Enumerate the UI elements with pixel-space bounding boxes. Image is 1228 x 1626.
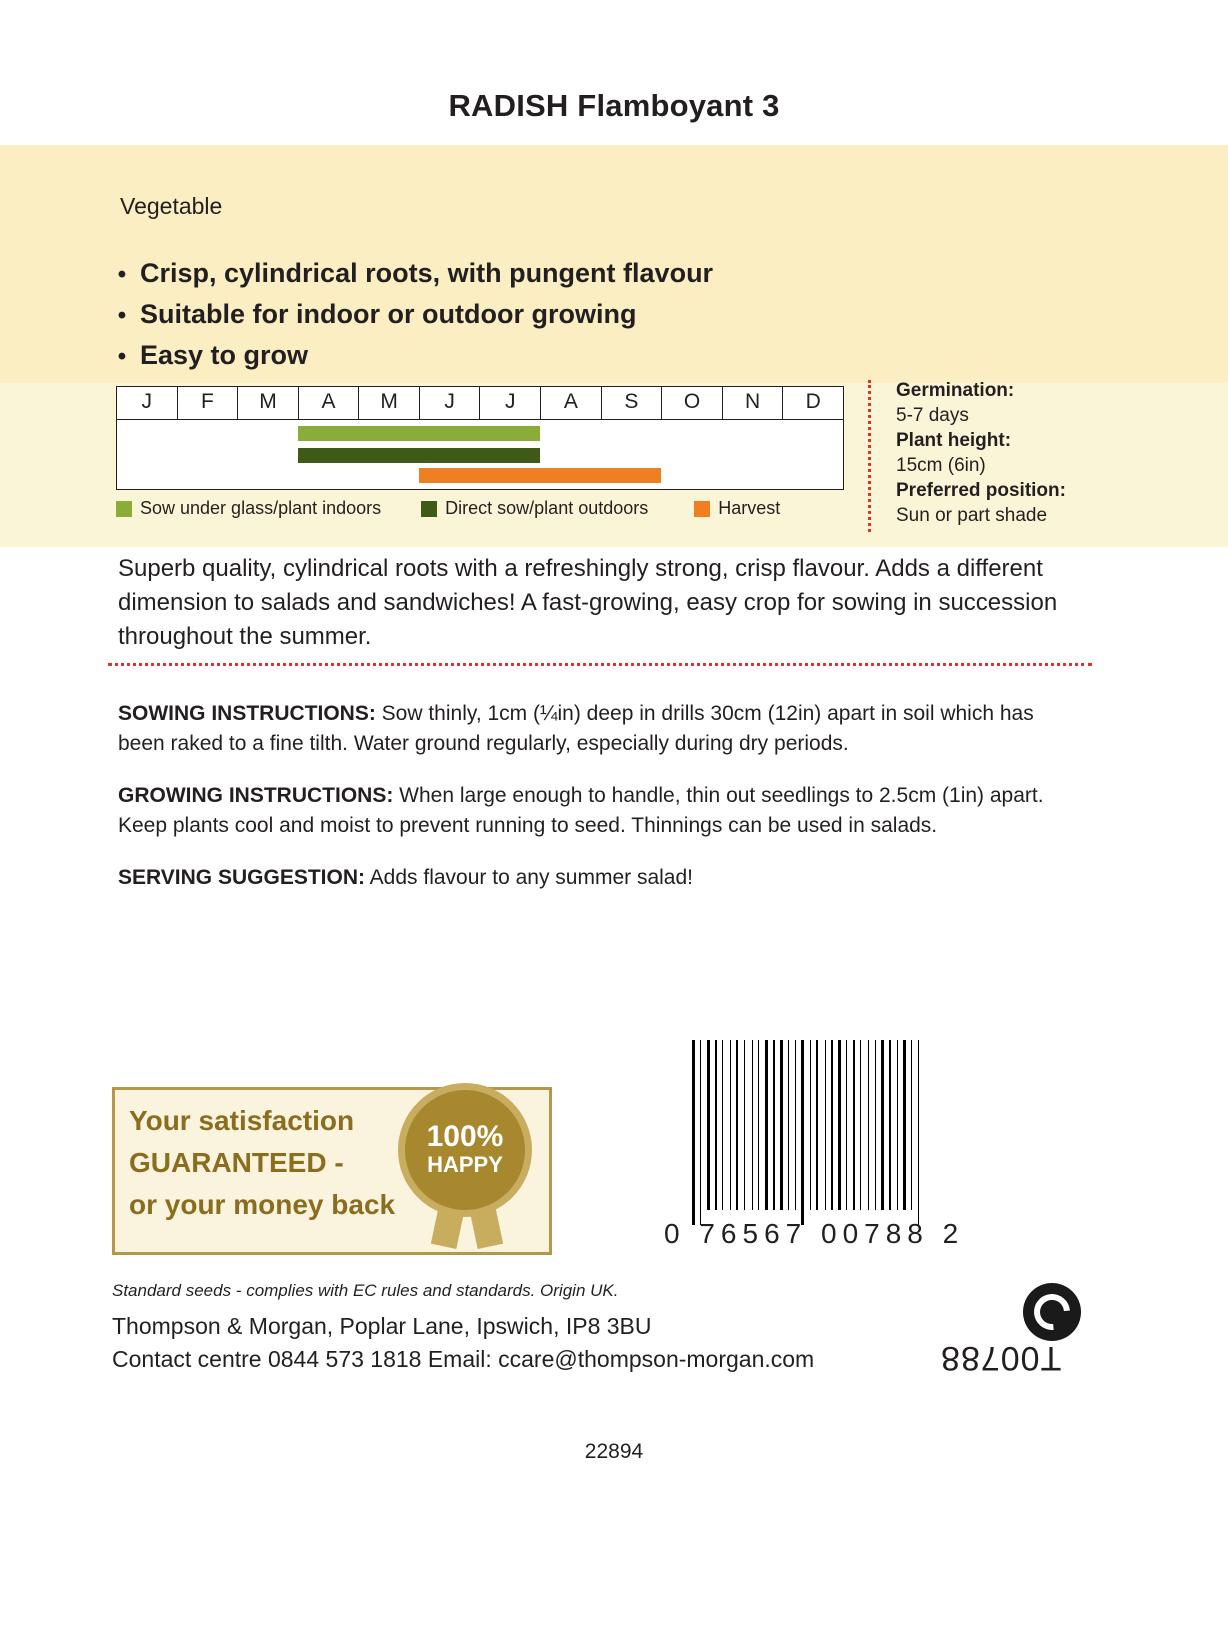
guarantee-line-1: Your satisfaction [129,1105,355,1136]
barcode-bar [801,1040,804,1225]
plant-height-label: Plant height: [896,430,1012,451]
vertical-divider [868,380,871,532]
barcode-bar [921,1040,924,1225]
preferred-position-label: Preferred position: [896,480,1066,501]
barcode-bar [761,1040,763,1210]
recycle-icon [1023,1283,1085,1345]
barcode-bar [752,1040,753,1210]
barcode-bar [853,1040,855,1210]
growing-instructions-body: When large enough to handle, thin out seedlings to 2.5cm (1in) apart. Keep plants cool and moist to prevent running to seed. Thinnings can be used in salads. [118,784,1044,837]
barcode-bar [846,1040,847,1210]
calendar-bar-direct-sow-outdoors [298,448,540,463]
barcode-bar [893,1040,895,1210]
barcode-bar [838,1040,841,1210]
barcode-bar [868,1040,869,1210]
legend-item-sow-indoors [116,498,381,519]
barcode-bar [798,1040,799,1210]
list-item [104,299,1004,330]
barcode-bar [843,1040,844,1210]
barcode-bar [725,1040,728,1210]
bullet-icon: • [117,343,127,370]
barcode-bar [780,1040,783,1210]
calendar-month: S [602,387,663,419]
bullet-icon: • [117,302,127,329]
calendar-month: F [178,387,239,419]
barcode-bar [788,1040,789,1210]
barcode-bar [740,1040,742,1210]
barcode-bar [863,1040,866,1210]
address-line-1: Thompson & Morgan, Poplar Lane, Ipswich, IP8 3BU [112,1313,652,1339]
barcode-bar [730,1040,731,1210]
product-code: T00788 [940,1339,1062,1377]
barcode-bar [733,1040,734,1210]
bullet-text: Easy to grow [140,340,309,370]
address-line-2: Contact centre 0844 573 1818 Email: ccare@thompson-morgan.com [112,1346,815,1372]
category-label: Vegetable [120,193,223,219]
calendar-month-header [117,387,843,420]
barcode-bar [703,1040,705,1210]
barcode-bar [871,1040,873,1210]
growing-instructions-heading: GROWING INSTRUCTIONS: [118,784,394,807]
barcode-bar [810,1040,811,1210]
barcode-bar [857,1040,858,1210]
germination-value: 5-7 days [896,405,969,426]
growing-instructions [118,781,1058,841]
barcode-bar [715,1040,717,1210]
barcode-bar [889,1040,891,1210]
serving-suggestion [118,863,1058,893]
barcode-bar [878,1040,879,1210]
rosette-percent: 100% [426,1120,504,1153]
barcode-bar [820,1040,823,1210]
list-item [104,258,1004,289]
sowing-instructions-body: Sow thinly, 1cm (¼in) deep in drills 30cm (12in) apart in soil which has been raked to a fine tilth. Water ground regularly, especially during dry periods. [118,702,1034,755]
barcode-bar [825,1040,826,1210]
preferred-position-value: Sun or part shade [896,505,1048,526]
legend-label: Harvest [718,498,781,518]
calendar-legend [116,498,846,519]
legend-swatch-icon [421,501,437,517]
sowing-instructions [118,699,1058,759]
page-title: RADISH Flamboyant 3 [448,88,780,123]
barcode-bar [795,1040,796,1210]
sowing-instructions-heading: SOWING INSTRUCTIONS: [118,702,376,725]
barcode-bar [722,1040,723,1210]
barcode-bar [712,1040,713,1210]
legend-label: Sow under glass/plant indoors [140,498,382,518]
barcode-bar [806,1040,808,1225]
company-address [112,1310,814,1376]
calendar-month: D [805,390,821,413]
calendar-bar-harvest [419,468,661,483]
calendar-month: N [723,387,784,419]
barcode-bar [791,1040,793,1210]
barcode-bar [816,1040,818,1210]
serving-suggestion-body: Adds flavour to any summer salad! [365,866,693,889]
barcode-bar [881,1040,884,1210]
calendar-month: A [541,387,602,419]
barcode-bar [875,1040,876,1210]
packet-number: 22894 [584,1440,644,1463]
barcode-bar [758,1040,759,1210]
barcode-bar [911,1040,912,1210]
plant-height-value: 15cm (6in) [896,455,986,476]
barcode-digits: 0 76567 00788 2 [664,1218,965,1249]
legend-swatch-icon [694,501,710,517]
calendar-month: M [359,387,420,419]
barcode-bar [886,1040,887,1210]
barcode-bar [700,1040,701,1225]
barcode-bar [755,1040,756,1210]
guarantee-line-2: GUARANTEED - [129,1147,344,1178]
product-description: Superb quality, cylindrical roots with a refreshingly strong, crisp flavour. Adds a different dimension to salads and sandwiches! A fast-growing, easy crop for sowing in succession throughout the summer. [118,555,1058,650]
calendar-month: J [420,387,481,419]
list-item [104,340,1004,371]
bullet-text: Crisp, cylindrical roots, with pungent flavour [140,258,714,288]
rosette-happy: HAPPY [427,1152,503,1177]
calendar-bars [117,420,843,489]
legend-swatch-icon [116,501,132,517]
legend-item-direct-sow [421,498,648,519]
calendar-month: J [117,387,178,419]
barcode-bar [828,1040,829,1210]
barcode-bars [692,1040,1012,1225]
barcode-bar [849,1040,851,1210]
barcode-bar [744,1040,745,1210]
legend-item-harvest [694,498,780,519]
barcode [664,1040,1012,1249]
barcode-bar [908,1040,909,1210]
feature-bullets [104,258,1004,381]
guarantee-rosette-icon [405,1090,545,1250]
barcode-bar [831,1040,833,1210]
barcode-bar [692,1040,695,1225]
recycle-arrow [1027,1287,1078,1338]
calendar-month: O [662,387,723,419]
calendar-month: J [480,387,541,419]
recycle-circle [1023,1283,1081,1341]
guarantee-text [129,1100,439,1226]
barcode-bar [914,1040,916,1210]
calendar-bar-sow-under-glass [298,426,540,441]
barcode-bar [813,1040,814,1210]
horizontal-divider [108,663,1092,666]
barcode-bar [785,1040,786,1210]
barcode-bar [765,1040,768,1210]
barcode-bar [697,1040,698,1225]
calendar-month: A [299,387,360,419]
serving-suggestion-heading: SERVING SUGGESTION: [118,866,365,889]
barcode-bar [860,1040,861,1210]
growing-info [896,378,1196,528]
barcode-bar [918,1040,919,1225]
barcode-bar [770,1040,771,1210]
barcode-bar [835,1040,836,1210]
barcode-bar [900,1040,901,1210]
compliance-note: Standard seeds - complies with EC rules and standards. Origin UK. [112,1281,619,1300]
barcode-bar [897,1040,898,1210]
sowing-calendar [116,386,844,490]
guarantee-line-3: or your money back [129,1189,396,1220]
barcode-bar [777,1040,778,1210]
germination-label: Germination: [896,380,1015,401]
rosette-badge [405,1090,525,1210]
barcode-bar [719,1040,720,1210]
bullet-text: Suitable for indoor or outdoor growing [140,299,637,329]
barcode-bar [707,1040,710,1210]
barcode-bar [903,1040,906,1210]
legend-label: Direct sow/plant outdoors [445,498,649,518]
calendar-month: M [238,387,299,419]
instructions-section [118,678,1058,915]
barcode-bar [747,1040,750,1210]
barcode-bar [773,1040,775,1210]
barcode-bar [736,1040,738,1210]
bullet-icon: • [117,261,127,288]
